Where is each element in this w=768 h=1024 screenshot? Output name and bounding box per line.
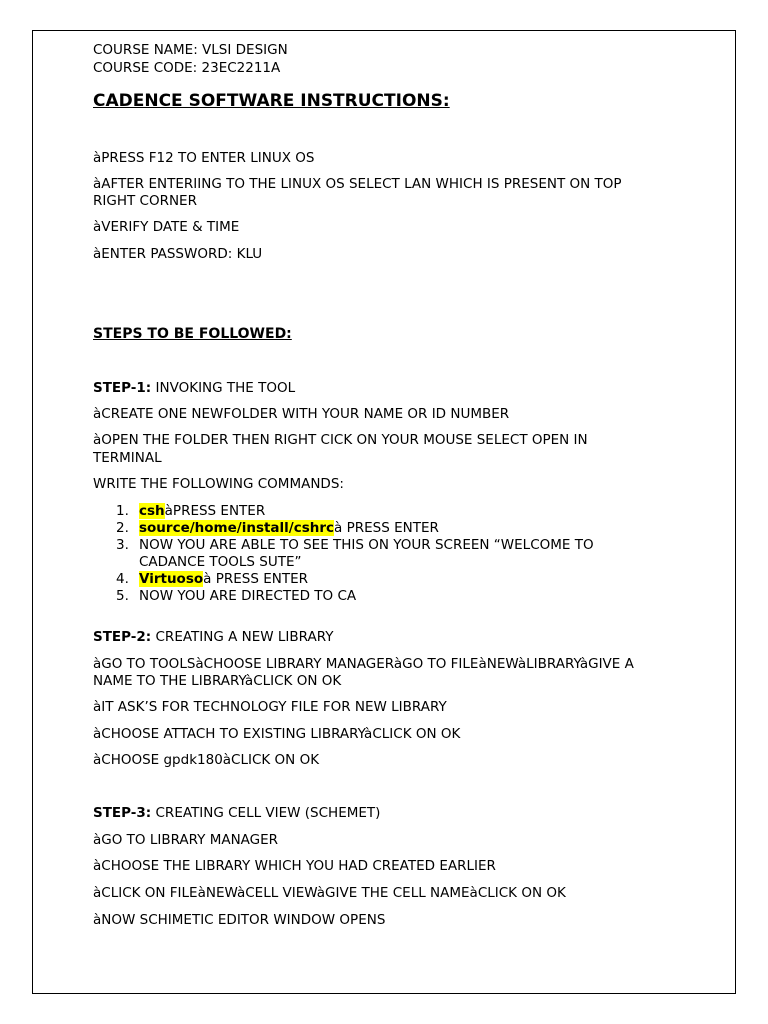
- step2-label: STEP-2:: [93, 629, 152, 645]
- highlighted-command: source/home/install/cshrc: [139, 520, 335, 536]
- list-item: [93, 537, 594, 554]
- list-item: [93, 588, 594, 605]
- command-text: NOW YOU ARE DIRECTED TO CA: [139, 588, 357, 604]
- step1-line: àOPEN THE FOLDER THEN RIGHT CICK ON YOUR MOUSE SELECT OPEN IN: [93, 432, 588, 448]
- step2-line: àCHOOSE gpdk180àCLICK ON OK: [93, 752, 320, 768]
- step3-line: àCLICK ON FILEàNEWàCELL VIEWàGIVE THE CELL NAMEàCLICK ON OK: [93, 885, 566, 901]
- intro-line: àENTER PASSWORD: KLU: [93, 246, 263, 262]
- step3-heading: [93, 805, 380, 822]
- course-name: COURSE NAME: VLSI DESIGN: [93, 42, 288, 58]
- command-text: àPRESS ENTER: [164, 503, 266, 519]
- step2-line: àIT ASK’S FOR TECHNOLOGY FILE FOR NEW LIBRARY: [93, 699, 447, 715]
- command-text: NOW YOU ARE ABLE TO SEE THIS ON YOUR SCREEN “WELCOME TO: [139, 537, 594, 553]
- highlighted-command: csh: [139, 503, 165, 519]
- step1-line: àCREATE ONE NEWFOLDER WITH YOUR NAME OR ID NUMBER: [93, 406, 510, 422]
- list-number: 5.: [116, 588, 129, 604]
- step1-line: TERMINAL: [93, 450, 162, 466]
- steps-heading: STEPS TO BE FOLLOWED:: [93, 326, 292, 342]
- list-item: [93, 503, 594, 520]
- course-code: COURSE CODE: 23EC2211A: [93, 60, 281, 76]
- list-item: [93, 520, 594, 537]
- intro-line: RIGHT CORNER: [93, 193, 197, 209]
- intro-line: àPRESS F12 TO ENTER LINUX OS: [93, 150, 315, 166]
- step2-line: NAME TO THE LIBRARYàCLICK ON OK: [93, 673, 342, 689]
- page-title: CADENCE SOFTWARE INSTRUCTIONS:: [93, 91, 450, 111]
- step3-line: àNOW SCHIMETIC EDITOR WINDOW OPENS: [93, 912, 386, 928]
- highlighted-command: Virtuoso: [139, 571, 204, 587]
- list-number: 4.: [116, 571, 129, 587]
- list-item: [93, 571, 594, 588]
- list-item: [93, 554, 594, 571]
- step1-label: STEP-1:: [93, 380, 152, 396]
- step1-heading: [93, 380, 295, 397]
- step3-label: STEP-3:: [93, 805, 152, 821]
- step3-text: CREATING CELL VIEW (SCHEMET): [151, 805, 381, 821]
- step3-line: àCHOOSE THE LIBRARY WHICH YOU HAD CREATED EARLIER: [93, 858, 496, 874]
- step1-text: INVOKING THE TOOL: [151, 380, 296, 396]
- list-number: 1.: [116, 503, 129, 519]
- intro-line: àAFTER ENTERIING TO THE LINUX OS SELECT LAN WHICH IS PRESENT ON TOP: [93, 176, 622, 192]
- command-text: à PRESS ENTER: [334, 520, 439, 536]
- command-list: [93, 503, 594, 605]
- step2-line: àGO TO TOOLSàCHOOSE LIBRARY MANAGERàGO TO FILEàNEWàLIBRARYàGIVE A: [93, 656, 634, 672]
- step2-text: CREATING A NEW LIBRARY: [151, 629, 334, 645]
- step2-line: àCHOOSE ATTACH TO EXISTING LIBRARYàCLICK ON OK: [93, 726, 461, 742]
- intro-line: àVERIFY DATE & TIME: [93, 219, 240, 235]
- step1-line: WRITE THE FOLLOWING COMMANDS:: [93, 476, 344, 492]
- command-text: CADANCE TOOLS SUTE”: [139, 554, 302, 570]
- command-text: à PRESS ENTER: [203, 571, 308, 587]
- list-number: 2.: [116, 520, 129, 536]
- list-number: 3.: [116, 537, 129, 553]
- step3-line: àGO TO LIBRARY MANAGER: [93, 832, 279, 848]
- step2-heading: [93, 629, 334, 646]
